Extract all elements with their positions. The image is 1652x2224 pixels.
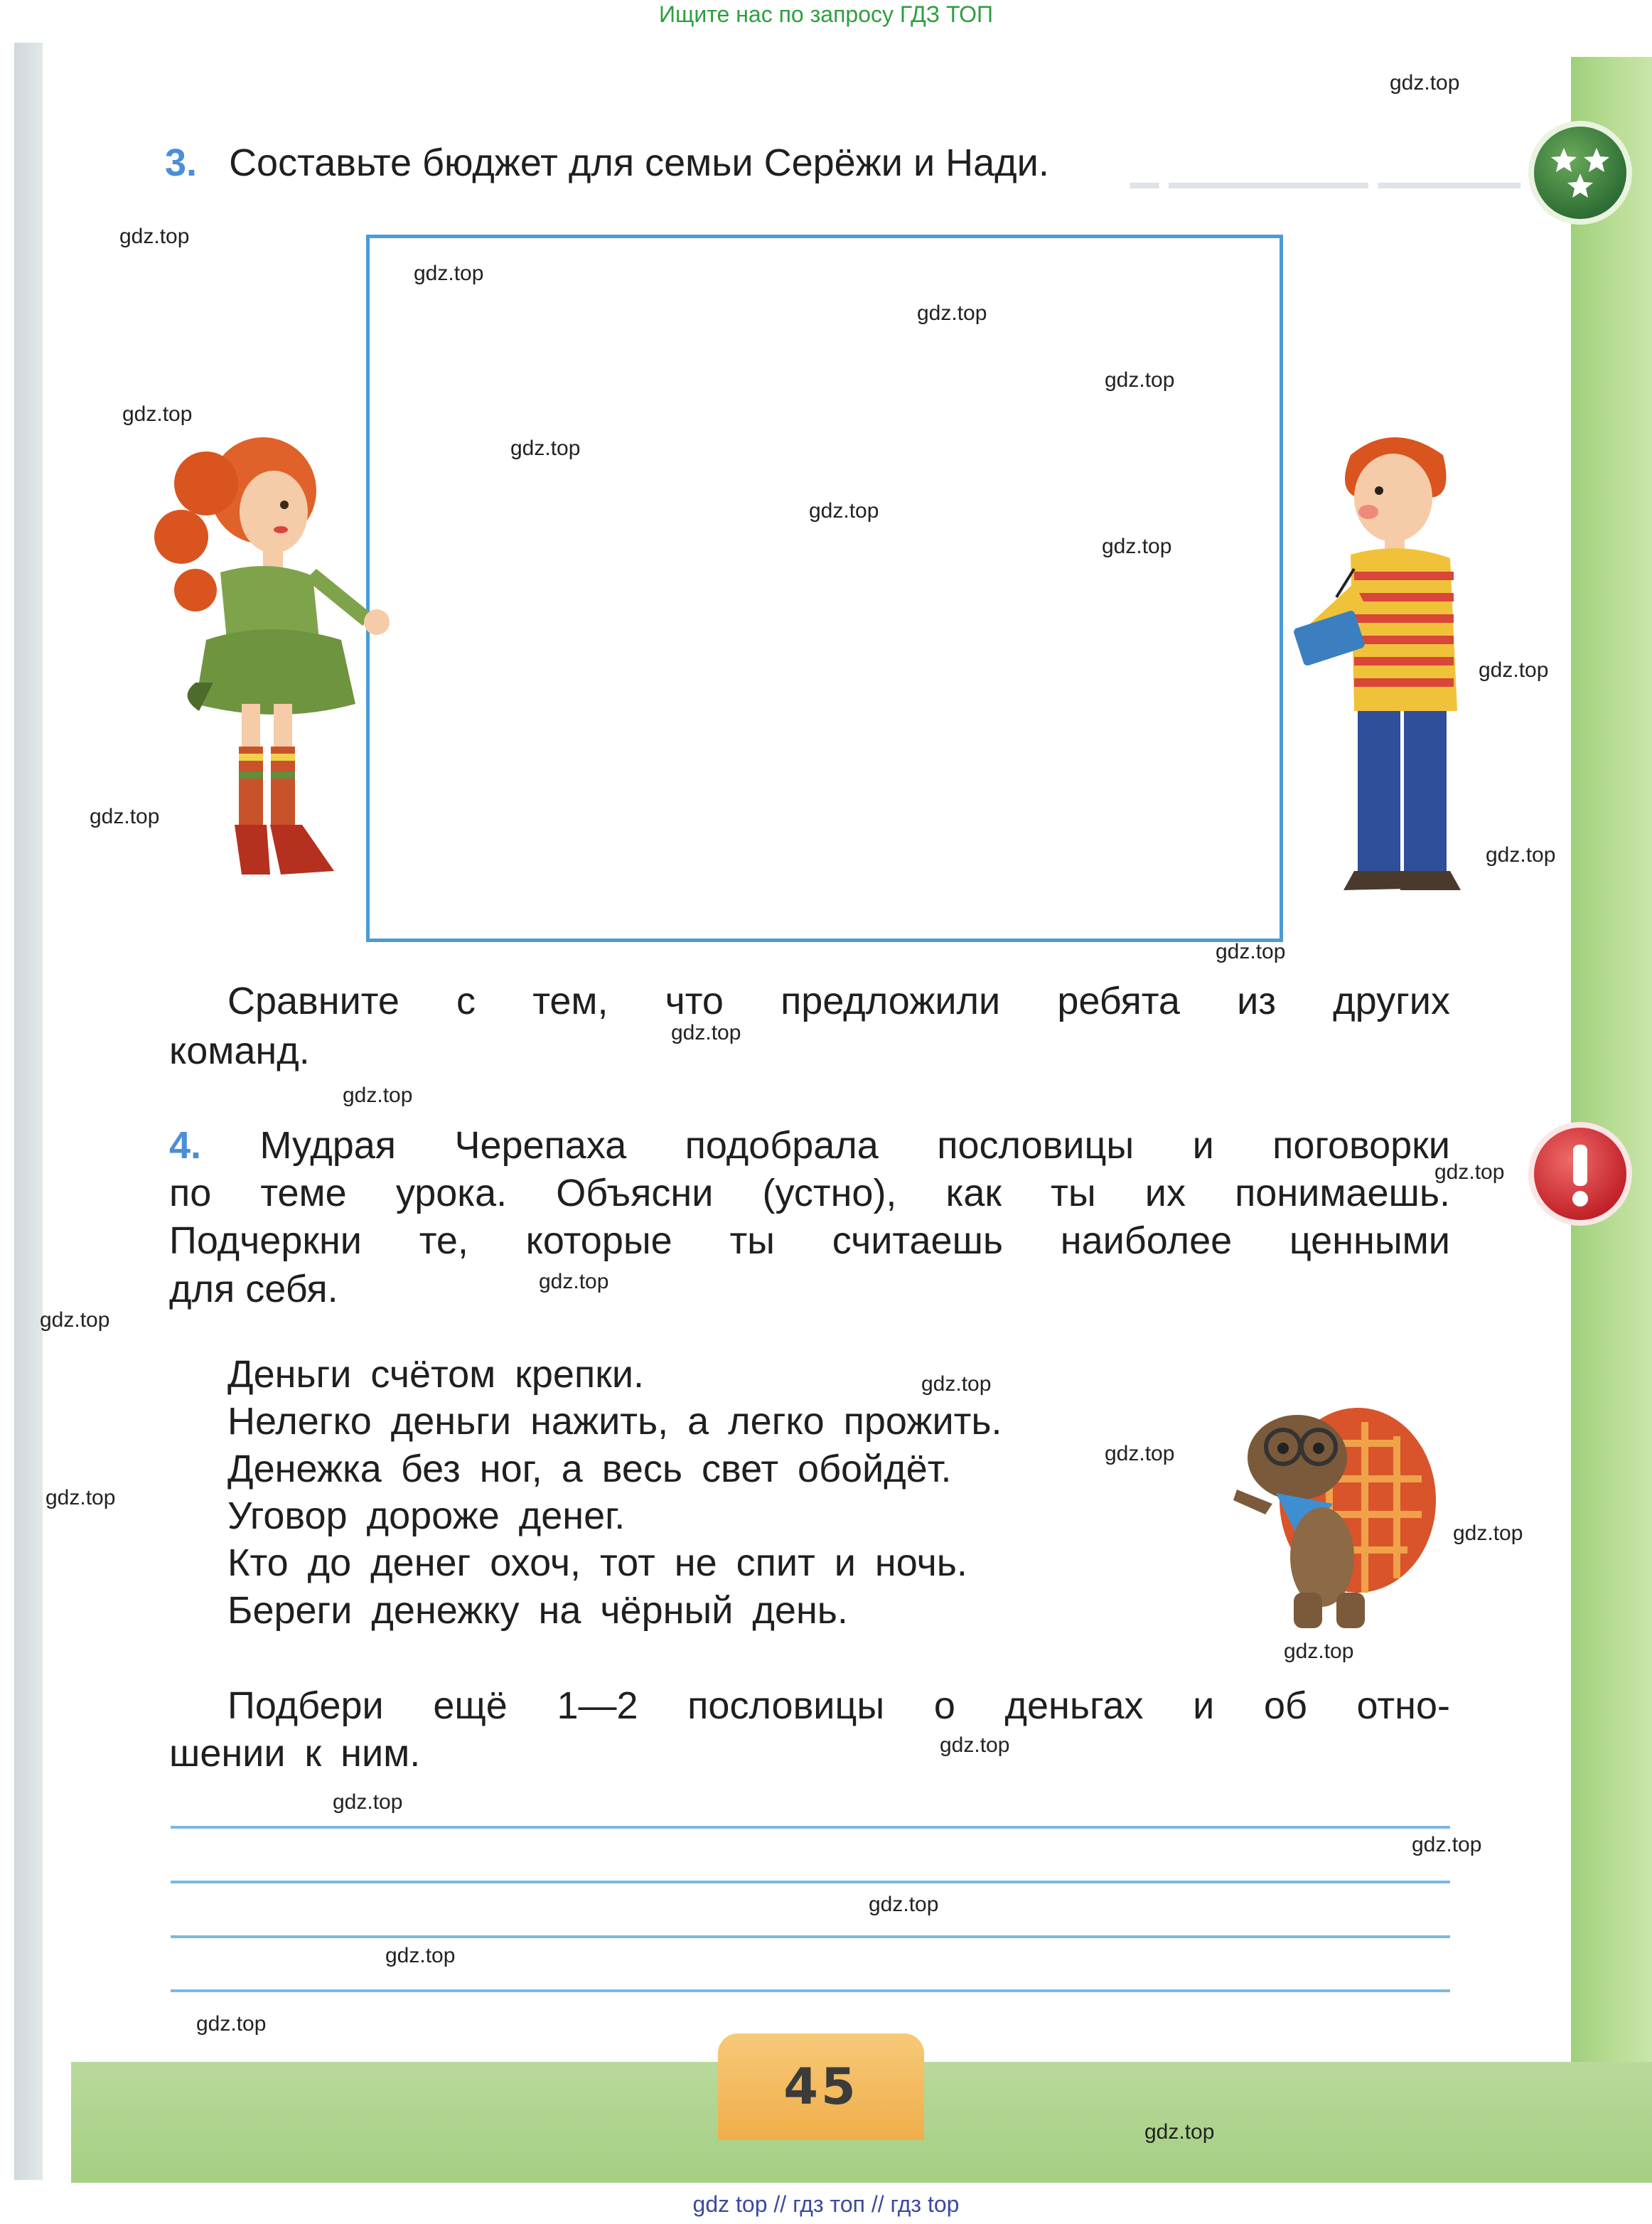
word: подобрала — [685, 1124, 879, 1167]
watermark: gdz.top — [539, 1270, 609, 1293]
watermark: gdz.top — [1453, 1522, 1523, 1545]
task4-line1 — [169, 1122, 1450, 1169]
watermark: gdz.top — [90, 805, 160, 828]
word: Сравните — [227, 980, 399, 1022]
word: с — [456, 980, 476, 1022]
answer-writing-line[interactable] — [171, 1881, 1450, 1883]
watermark: gdz.top — [1284, 1640, 1354, 1663]
word: Мудрая — [259, 1124, 397, 1167]
wise-turtle-illustration — [1216, 1379, 1443, 1635]
boy-seryozha-illustration — [1287, 412, 1500, 896]
watermark: gdz.top — [333, 1790, 403, 1814]
task4-line4: для себя. — [169, 1268, 338, 1310]
word: Подбери — [227, 1684, 384, 1727]
page-number: 45 — [783, 2058, 859, 2116]
watermark: gdz.top — [1102, 535, 1172, 558]
watermark: gdz.top — [1216, 940, 1286, 963]
word: что — [665, 980, 724, 1022]
watermark: gdz.top — [671, 1021, 741, 1044]
stars-badge-icon — [1528, 121, 1632, 225]
task3-compare-line2: команд. — [169, 1030, 310, 1072]
word: поговорки — [1272, 1124, 1450, 1167]
word: по — [169, 1172, 212, 1214]
word: 1—2 — [557, 1684, 638, 1727]
answer-writing-line[interactable] — [171, 1826, 1450, 1829]
watermark: gdz.top — [1105, 368, 1175, 392]
word: пословицы — [687, 1684, 885, 1727]
word: и — [1193, 1684, 1215, 1727]
word: ценными — [1289, 1219, 1450, 1262]
answer-writing-line[interactable] — [171, 1935, 1450, 1938]
word: понимаешь. — [1235, 1172, 1450, 1214]
word: ещё — [433, 1684, 508, 1727]
word: (устно), — [762, 1172, 897, 1214]
word: об — [1263, 1684, 1307, 1727]
word: как — [945, 1172, 1002, 1214]
word: которые — [525, 1219, 672, 1262]
watermark: gdz.top — [940, 1733, 1010, 1757]
bottom-banner: gdz top // гдз топ // гдз top — [692, 2191, 960, 2217]
watermark: gdz.top — [119, 225, 190, 248]
proverb: Денежка без ног, а весь свет обойдёт. — [227, 1448, 952, 1490]
watermark: gdz.top — [1412, 1833, 1482, 1856]
word: предложили — [781, 980, 1001, 1022]
proverb: Кто до денег охоч, тот не спит и ночь. — [227, 1541, 967, 1584]
watermark: gdz.top — [40, 1308, 110, 1332]
watermark: gdz.top — [510, 437, 581, 460]
word: Подчеркни — [169, 1219, 362, 1262]
task4-line3 — [169, 1217, 1450, 1264]
word: их — [1144, 1172, 1186, 1214]
watermark: gdz.top — [1434, 1160, 1505, 1184]
watermark: gdz.top — [122, 402, 193, 426]
watermark: gdz.top — [1144, 2120, 1215, 2144]
task4-extra-line1 — [227, 1682, 1450, 1729]
word: отно- — [1356, 1684, 1450, 1727]
word: ребята — [1057, 980, 1180, 1022]
watermark: gdz.top — [1479, 658, 1549, 682]
proverb: Нелегко деньги нажить, а легко прожить. — [227, 1400, 1002, 1443]
task4-number: 4. — [169, 1124, 202, 1167]
answer-writing-line[interactable] — [171, 1989, 1450, 1992]
bleed-through-text: ▁ ▁▁▁▁▁▁▁ ▁▁▁▁▁ — [1130, 146, 1520, 188]
word: пословицы — [937, 1124, 1135, 1167]
girl-nadya-illustration — [128, 412, 427, 910]
top-banner: Ищите нас по запросу ГДЗ ТОП — [659, 1, 993, 27]
word: те, — [419, 1219, 468, 1262]
watermark: gdz.top — [343, 1084, 413, 1107]
task3-number: 3. — [165, 141, 198, 184]
watermark: gdz.top — [1486, 843, 1556, 867]
watermark: gdz.top — [414, 262, 484, 285]
watermark: gdz.top — [809, 499, 879, 523]
word: из — [1237, 980, 1277, 1022]
task3-title — [165, 139, 1049, 186]
word: ты — [1051, 1172, 1096, 1214]
watermark: gdz.top — [869, 1893, 939, 1916]
watermark: gdz.top — [917, 301, 987, 325]
watermark: gdz.top — [45, 1486, 116, 1509]
task3-compare-line1 — [227, 978, 1450, 1025]
exclamation-badge-icon — [1528, 1122, 1632, 1226]
word: считаешь — [832, 1219, 1004, 1262]
word: теме — [260, 1172, 347, 1214]
task4-line2 — [169, 1170, 1450, 1217]
watermark: gdz.top — [921, 1372, 992, 1396]
proverb: Деньги счётом крепки. — [227, 1353, 644, 1396]
word: наиболее — [1060, 1219, 1233, 1262]
proverb: Уговор дороже денег. — [227, 1495, 626, 1537]
word: других — [1333, 980, 1450, 1022]
word: и — [1192, 1124, 1214, 1167]
word: Черепаха — [454, 1124, 627, 1167]
word: Объясни — [556, 1172, 714, 1214]
word: о — [933, 1684, 955, 1727]
budget-answer-box[interactable] — [366, 235, 1283, 942]
word: урока. — [395, 1172, 508, 1214]
watermark: gdz.top — [1390, 71, 1460, 95]
word: деньгах — [1004, 1684, 1144, 1727]
task4-extra-line2: шении к ним. — [169, 1732, 421, 1775]
word: ты — [729, 1219, 775, 1262]
proverb: Береги денежку на чёрный день. — [227, 1589, 848, 1632]
watermark: gdz.top — [1105, 1442, 1175, 1465]
page-number-tab — [718, 2033, 924, 2140]
task3-title-text: Составьте бюджет для семьи Серёжи и Нади. — [229, 141, 1049, 184]
watermark: gdz.top — [196, 2012, 267, 2036]
word: тем, — [532, 980, 608, 1022]
watermark: gdz.top — [385, 1944, 456, 1967]
green-margin-right — [1571, 57, 1652, 2183]
